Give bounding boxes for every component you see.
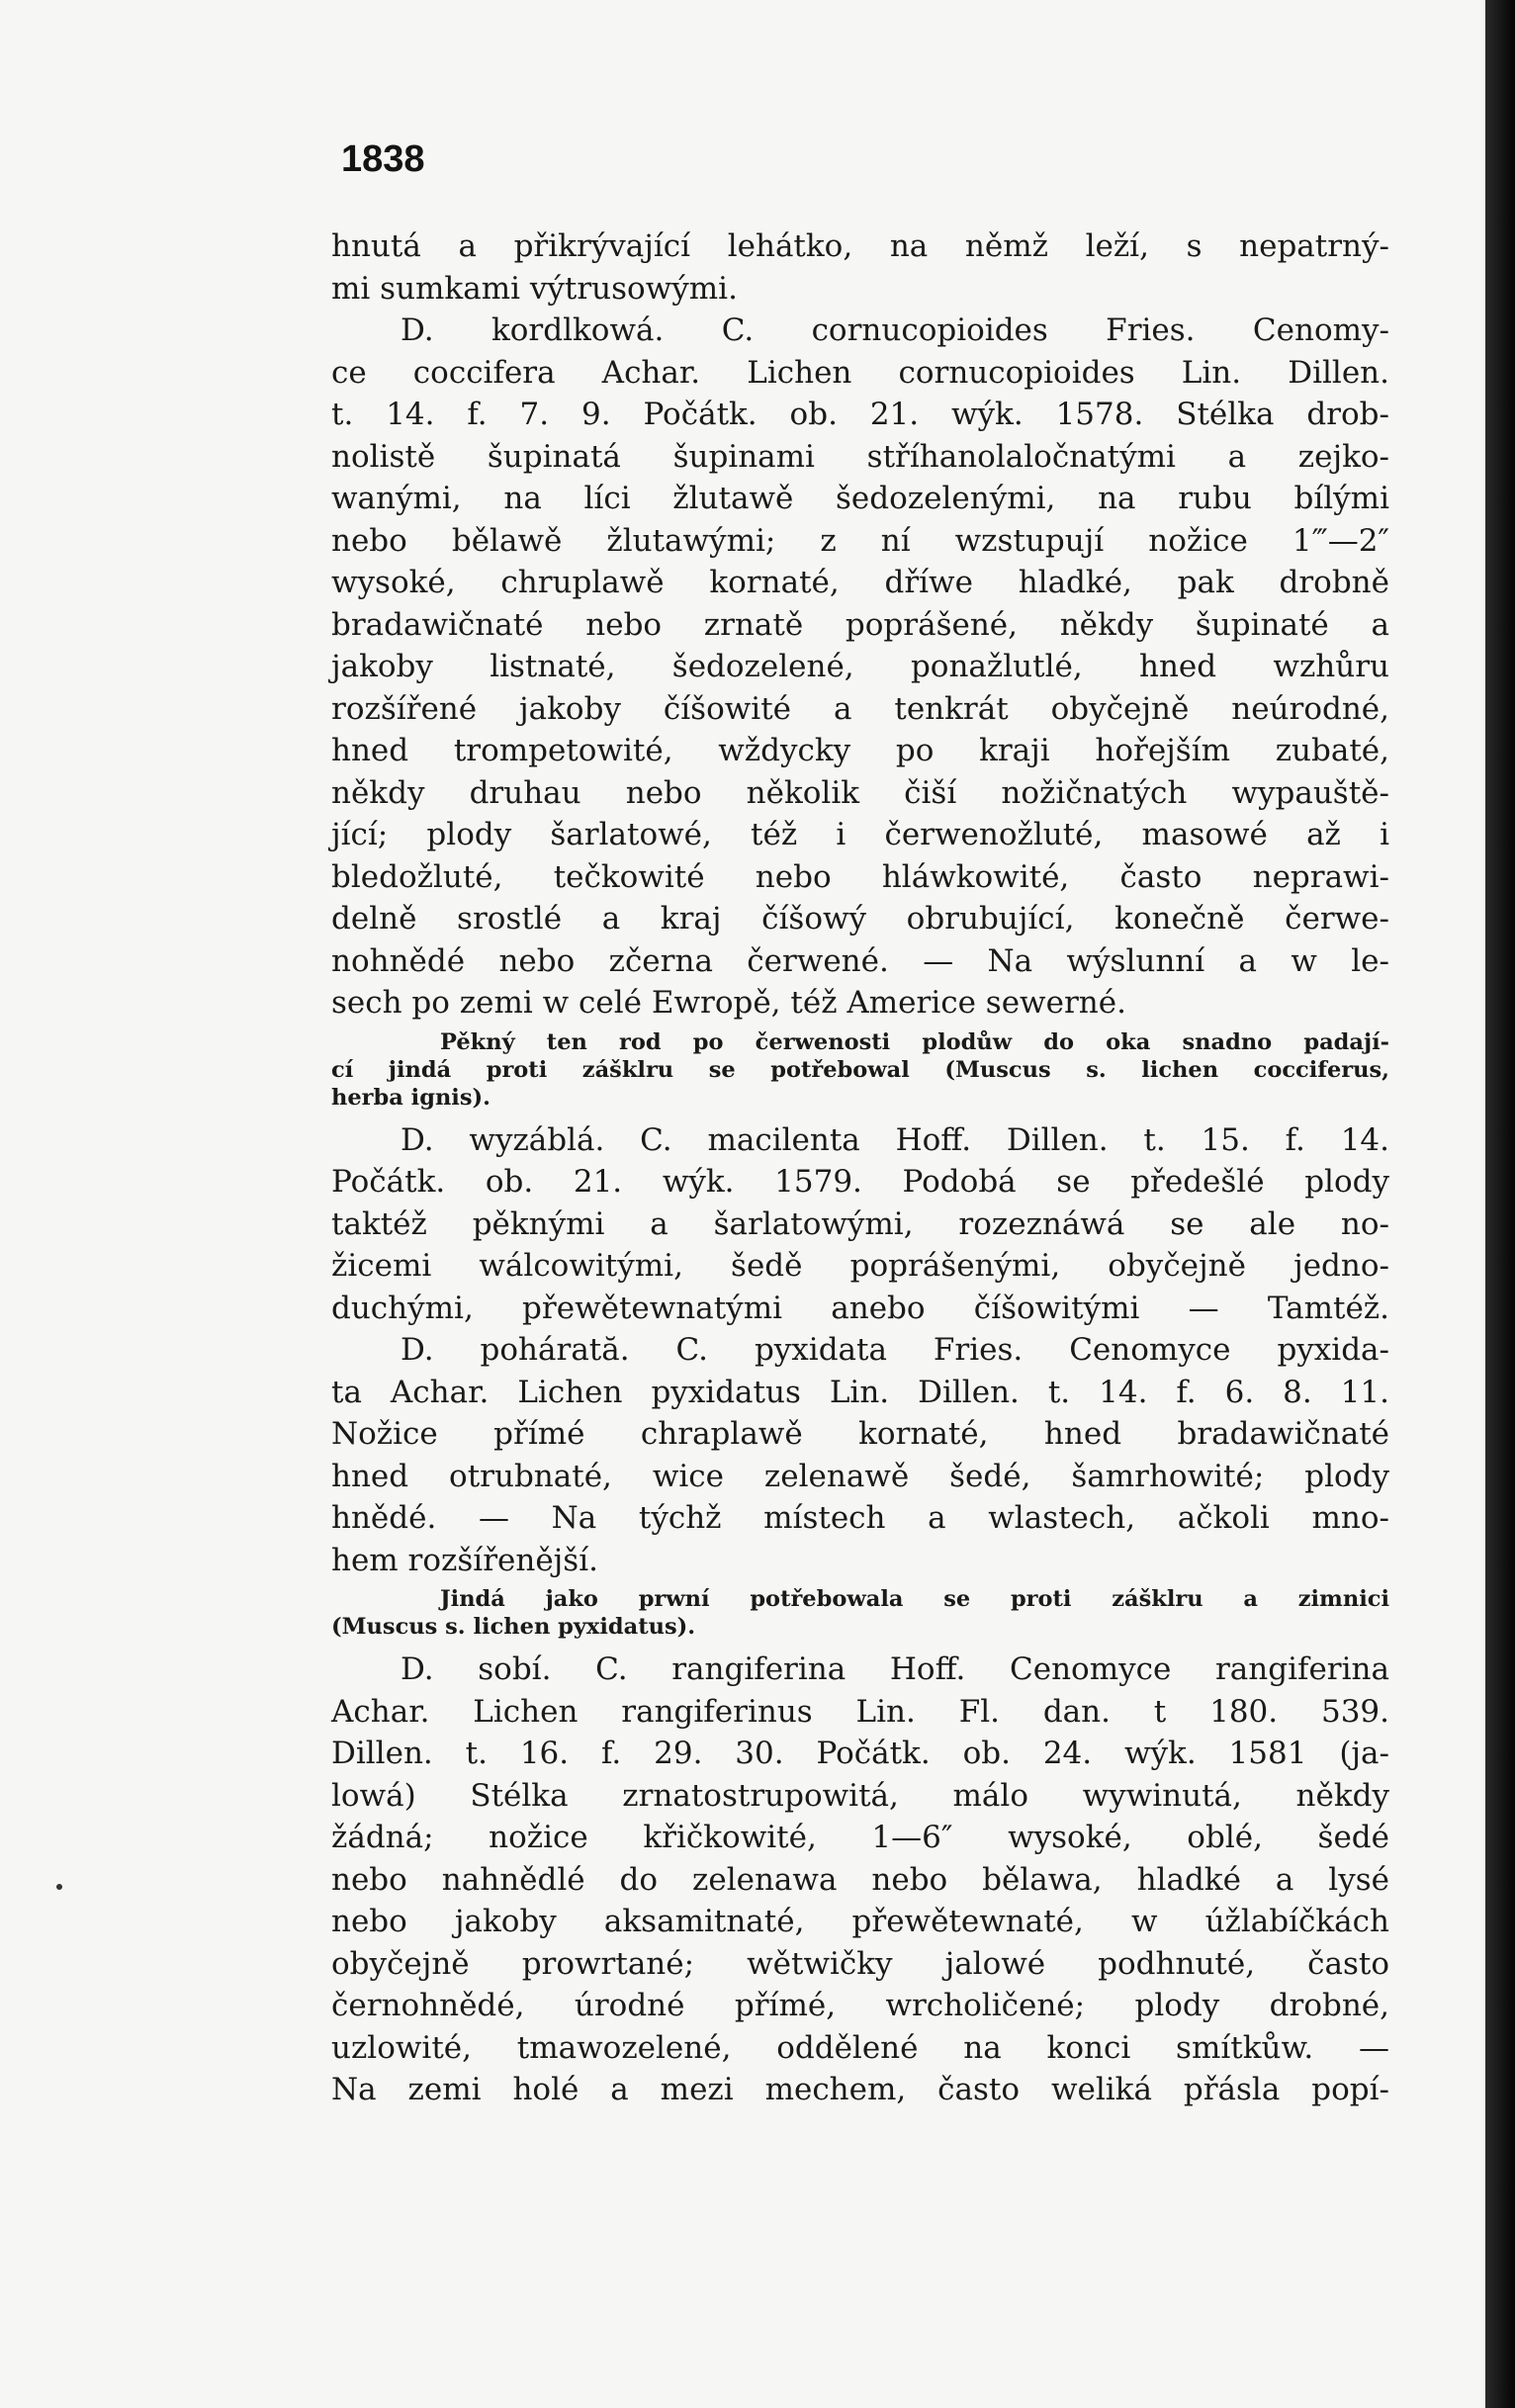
text-line: uzlowité, tmawozelené, oddělené na konci smítkůw. — — [331, 2029, 1389, 2066]
footnote-block — [331, 1585, 1389, 1641]
text-line: Počátk. ob. 21. wýk. 1579. Podobá se předešlé plody — [331, 1164, 1389, 1200]
text-line: hem rozšířenější. — [331, 1542, 598, 1578]
note-line: Pěkný ten rod po čerwenosti plodůw do oka snadno padají- — [440, 1028, 1389, 1055]
text-line: Dillen. t. 16. f. 29. 30. Počátk. ob. 24. wýk. 1581 (ja- — [331, 1736, 1389, 1771]
text-line: Nožice přímé chraplawě kornaté, hned bradawičnaté — [331, 1416, 1389, 1452]
page-number: 1838 — [341, 138, 425, 180]
note-line: herba ignis). — [331, 1084, 491, 1111]
page-body — [331, 225, 1389, 2111]
text-line: někdy druhau nebo několik čiší nožičnatých wypauště- — [331, 774, 1389, 811]
text-line: taktéž pěknými a šarlatowými, rozeznáwá se ale no- — [331, 1205, 1389, 1242]
text-line: černohnědé, úrodné přímé, wrcholičené; plody drobné, — [331, 1988, 1389, 2023]
text-line: rozšířené jakoby číšowité a tenkrát obyčejně neúrodné, — [331, 690, 1389, 727]
text-line: bledožluté, tečkowité nebo hláwkowité, často neprawi- — [331, 858, 1389, 895]
margin-speck — [56, 1884, 62, 1890]
text-line: Achar. Lichen rangiferinus Lin. Fl. dan. t 180. 539. — [331, 1693, 1389, 1730]
text-line: jící; plody šarlatowé, též i čerwenožluté, masowé až i — [331, 817, 1389, 852]
text-line: ta Achar. Lichen pyxidatus Lin. Dillen. t. 14. f. 6. 8. 11. — [331, 1374, 1389, 1410]
book-spine-edge — [1485, 0, 1515, 2408]
text-line: obyčejně prowrtané; wětwičky jalowé podhnuté, často — [331, 1945, 1389, 1982]
text-line: D. pohárată. C. pyxidata Fries. Cenomyce pyxida- — [401, 1332, 1389, 1368]
text-line: Na zemi holé a mezi mechem, často weliká přásla popí- — [331, 2072, 1389, 2107]
footnote-block — [331, 1028, 1389, 1112]
text-line: wanými, na líci žlutawě šedozelenými, na rubu bílými — [331, 481, 1389, 516]
text-line: lowá) Stélka zrnatostrupowitá, málo wywinutá, někdy — [331, 1777, 1389, 1814]
text-line: nebo nahnědlé do zelenawa nebo bělawa, hladké a lysé — [331, 1861, 1389, 1898]
text-line: D. sobí. C. rangiferina Hoff. Cenomyce rangiferina — [401, 1651, 1389, 1687]
text-line: bradawičnaté nebo zrnatě poprášené, někdy šupinaté a — [331, 606, 1389, 643]
text-line: hnědé. — Na týchž místech a wlastech, ačkoli mno- — [331, 1500, 1389, 1536]
text-line: hned otrubnaté, wice zelenawě šedé, šamrhowité; plody — [331, 1458, 1389, 1494]
note-line: (Muscus s. lichen pyxidatus). — [331, 1614, 696, 1640]
text-line: delně srostlé a kraj číšowý obrubující, konečně čerwe- — [331, 901, 1389, 936]
text-line: mi sumkami výtrusowými. — [331, 270, 738, 307]
text-line: žicemi wálcowitými, šedě poprášenými, obyčejně jedno- — [331, 1248, 1389, 1284]
text-line: sech po zemi w celé Ewropě, též Americe sewerné. — [331, 985, 1126, 1021]
text-line: nebo bělawě žlutawými; z ní wzstupují nožice 1‴—2″ — [331, 522, 1389, 559]
text-line: žádná; nožice křičkowité, 1—6″ wysoké, oblé, šedé — [331, 1820, 1389, 1855]
text-line: nolistě šupinatá šupinami stříhanolaločnatými a zejko- — [331, 438, 1389, 475]
text-line: D. wyzáblá. C. macilenta Hoff. Dillen. t. 15. f. 14. — [401, 1121, 1389, 1158]
text-line: hnutá a přikrývající lehátko, na němž leží, s nepatrný- — [331, 228, 1389, 264]
note-line: cí jindá proti zášklru se potřebowal (Muscus s. lichen cocciferus, — [331, 1056, 1389, 1083]
note-line: Jindá jako prwní potřebowala se proti zášklru a zimnici — [440, 1586, 1389, 1612]
text-line: ce coccifera Achar. Lichen cornucopioides Lin. Dillen. — [331, 354, 1389, 391]
text-line: D. kordlkowá. C. cornucopioides Fries. Cenomy- — [401, 312, 1389, 348]
text-line: hned trompetowité, wždycky po kraji hořejším zubaté, — [331, 733, 1389, 768]
text-line: wysoké, chruplawě kornaté, dříwe hladké, pak drobně — [331, 565, 1389, 600]
text-line: jakoby listnaté, šedozelené, ponažlutlé, hned wzhůru — [331, 649, 1389, 684]
text-line: duchými, přewětewnatými anebo číšowitými — Tamtéž. — [331, 1290, 1389, 1326]
text-line: nohnědé nebo zčerna čerwené. — Na wýslunní a w le- — [331, 942, 1389, 979]
text-line: t. 14. f. 7. 9. Počátk. ob. 21. wýk. 1578. Stélka drob- — [331, 397, 1389, 432]
text-line: nebo jakoby aksamitnaté, přewětewnaté, w úžlabíčkách — [331, 1904, 1389, 1939]
